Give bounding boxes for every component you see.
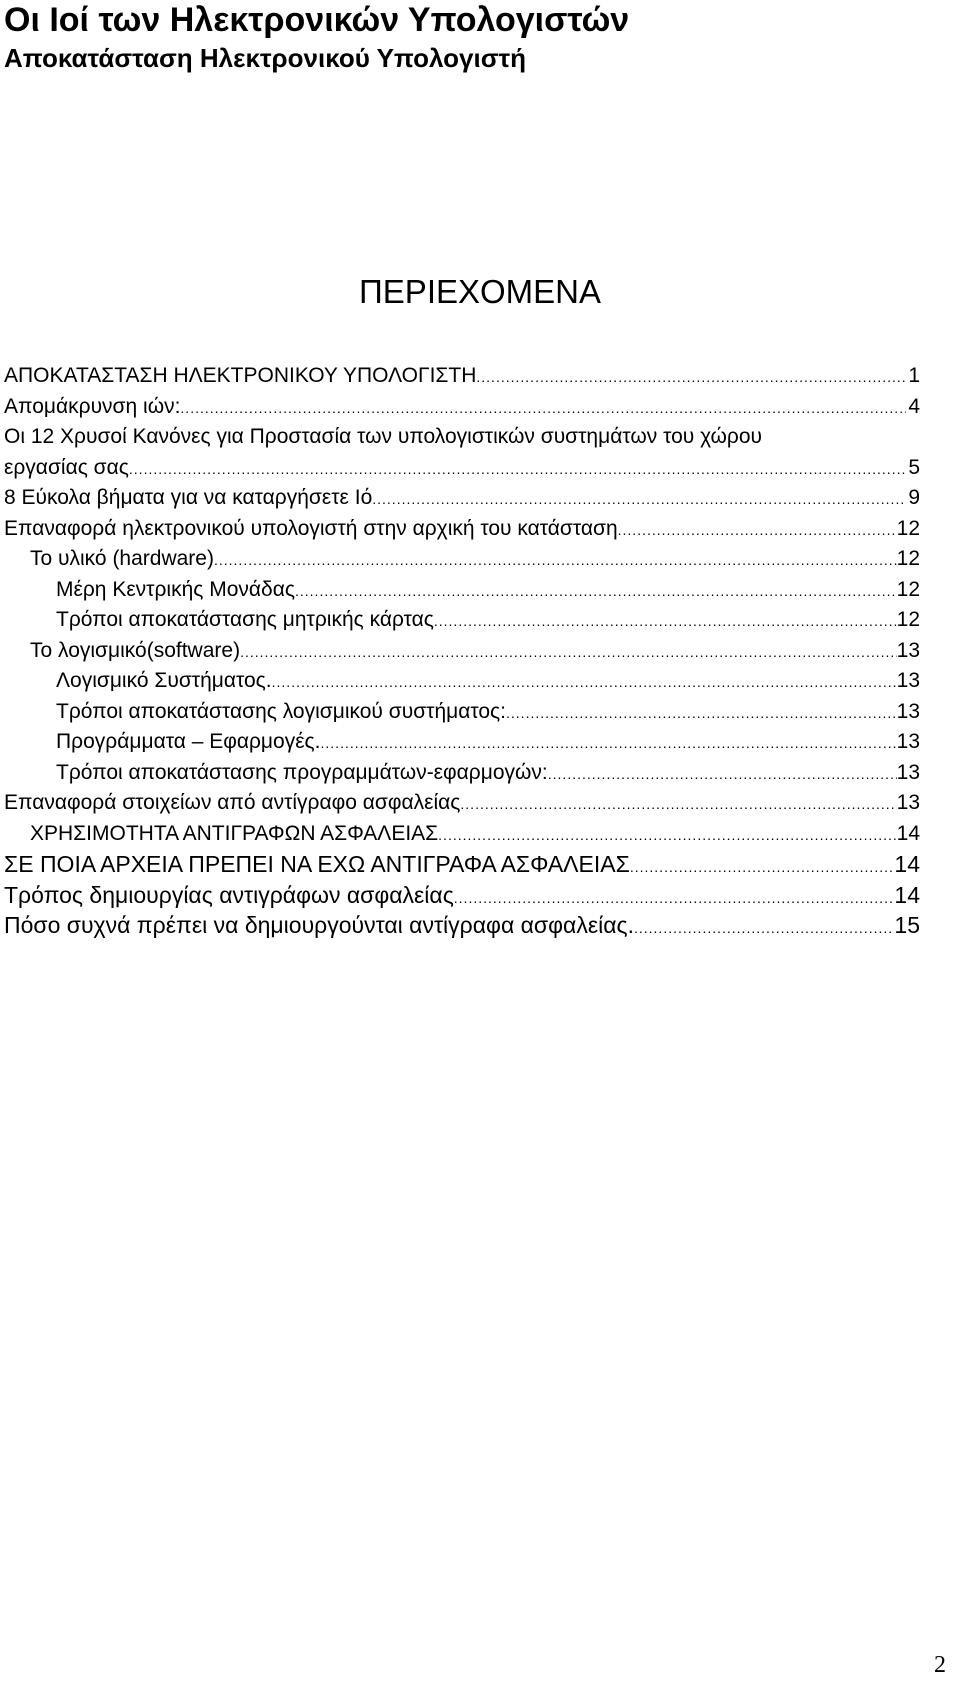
toc-entry[interactable] xyxy=(4,697,920,728)
toc-entry[interactable] xyxy=(4,788,920,819)
toc-entry[interactable] xyxy=(4,514,920,545)
toc-entry-page: 14 xyxy=(896,821,920,845)
document-title: Οι Ιοί των Ηλεκτρονικών Υπολογιστών xyxy=(4,1,630,39)
toc-entry[interactable] xyxy=(4,880,920,911)
toc-entry-page: 4 xyxy=(908,394,920,418)
toc-leader-dots xyxy=(454,883,895,914)
toc-entry[interactable] xyxy=(4,849,920,880)
toc-leader-dots xyxy=(214,545,897,576)
toc-entry[interactable] xyxy=(4,575,920,606)
toc-entry-page: 13 xyxy=(896,791,920,814)
toc-leader-dots xyxy=(434,606,897,637)
toc-entry-text: Πόσο συχνά πρέπει να δημιουργούνται αντίγραφα ασφαλείας. xyxy=(4,912,634,938)
toc-entry-page: 13 xyxy=(896,760,920,784)
toc-entry-text: Προγράμματα – Εφαρμογές. xyxy=(56,730,321,753)
toc-entry[interactable] xyxy=(4,392,920,423)
toc-entry-text: ΧΡΗΣΙΜΟΤΗΤΑ ΑΝΤΙΓΡΑΦΩΝ ΑΣΦΑΛΕΙΑΣ xyxy=(30,821,439,845)
toc-entry[interactable] xyxy=(4,636,920,667)
toc-entry-page: 14 xyxy=(894,881,920,908)
toc-entry-text: Το λογισμικό(software) xyxy=(30,638,241,662)
toc-leader-dots xyxy=(321,728,897,759)
toc-leader-dots xyxy=(180,393,906,424)
toc-leader-dots xyxy=(634,913,894,944)
toc-entry-text: Επαναφορά στοιχείων από αντίγραφο ασφαλείας xyxy=(4,791,461,814)
toc-entry-text: Λογισμικό Συστήματος. xyxy=(56,669,272,692)
toc-entry-text: Τρόποι αποκατάστασης μητρικής κάρτας xyxy=(56,608,434,631)
toc-entry[interactable] xyxy=(4,819,920,850)
toc-entry[interactable] xyxy=(4,605,920,636)
toc-entry-text: Απομάκρυνση ιών: xyxy=(4,394,181,418)
toc-entry-page: 13 xyxy=(896,638,920,662)
toc-entry[interactable] xyxy=(4,361,920,392)
toc-leader-dots xyxy=(548,759,897,790)
toc-leader-dots xyxy=(438,820,896,851)
toc-entry-page: 1 xyxy=(908,364,920,387)
toc-entry-text: Μέρη Κεντρικής Μονάδας xyxy=(56,577,295,601)
toc-entry-text: 8 Εύκολα βήματα για να καταργήσετε Ιό xyxy=(4,486,373,509)
toc-entry[interactable] xyxy=(4,422,920,483)
toc-entry-text-continued: εργασίας σας xyxy=(4,455,129,479)
toc-entry[interactable] xyxy=(4,544,920,575)
table-of-contents xyxy=(4,361,920,941)
toc-heading: ΠΕΡΙΕΧΟΜΕΝΑ xyxy=(358,273,602,310)
toc-entry-page: 5 xyxy=(908,455,920,479)
toc-entry[interactable] xyxy=(4,758,920,789)
toc-entry-page: 12 xyxy=(896,577,920,601)
toc-entry-page: 12 xyxy=(896,516,920,540)
toc-entry-text: Τρόποι αποκατάστασης λογισμικού συστήματος: xyxy=(56,699,507,723)
toc-entry-text: ΣΕ ΠΟΙΑ ΑΡΧΕΙΑ ΠΡΕΠΕΙ ΝΑ ΕΧΩ ΑΝΤΙΓΡΑΦΑ ΑΣΦΑΛΕΙΑΣ xyxy=(4,851,630,877)
page-number: 2 xyxy=(934,1652,946,1678)
toc-leader-dots xyxy=(240,637,897,668)
toc-leader-dots xyxy=(129,454,906,485)
toc-leader-dots xyxy=(618,515,897,546)
toc-entry-page: 13 xyxy=(896,730,920,753)
toc-entry-page: 12 xyxy=(896,608,920,631)
toc-entry[interactable] xyxy=(4,666,920,697)
toc-leader-dots xyxy=(630,852,895,883)
toc-leader-dots xyxy=(460,789,896,820)
toc-leader-dots xyxy=(506,698,897,729)
toc-leader-dots xyxy=(295,576,897,607)
toc-entry[interactable] xyxy=(4,910,920,941)
toc-entry-text: ΑΠΟΚΑΤΑΣΤΑΣΗ ΗΛΕΚΤΡΟΝΙΚΟΥ ΥΠΟΛΟΓΙΣΤΗ xyxy=(4,364,477,387)
toc-entry-page: 13 xyxy=(896,699,920,723)
toc-entry[interactable] xyxy=(4,727,920,758)
toc-leader-dots xyxy=(372,484,906,515)
toc-leader-dots xyxy=(476,362,906,393)
toc-leader-dots xyxy=(272,667,897,698)
toc-entry[interactable] xyxy=(4,483,920,514)
toc-entry-page: 9 xyxy=(908,486,920,509)
toc-entry-page: 12 xyxy=(896,547,920,570)
toc-entry-text: Τρόπος δημιουργίας αντιγράφων ασφαλείας xyxy=(4,881,454,908)
toc-entry-page: 13 xyxy=(896,669,920,692)
document-subtitle: Αποκατάσταση Ηλεκτρονικού Υπολογιστή xyxy=(4,43,526,73)
toc-entry-text: Τρόποι αποκατάστασης προγραμμάτων-εφαρμογών: xyxy=(56,760,548,784)
toc-entry-text: Οι 12 Χρυσοί Κανόνες για Προστασία των υπολογιστικών συστημάτων του χώρου xyxy=(4,425,763,448)
toc-entry-text: Επαναφορά ηλεκτρονικού υπολογιστή στην αρχική του κατάσταση xyxy=(4,516,618,540)
toc-entry-page: 14 xyxy=(894,851,920,877)
toc-entry-text: Το υλικό (hardware) xyxy=(30,547,214,570)
toc-entry-page: 15 xyxy=(894,912,920,938)
